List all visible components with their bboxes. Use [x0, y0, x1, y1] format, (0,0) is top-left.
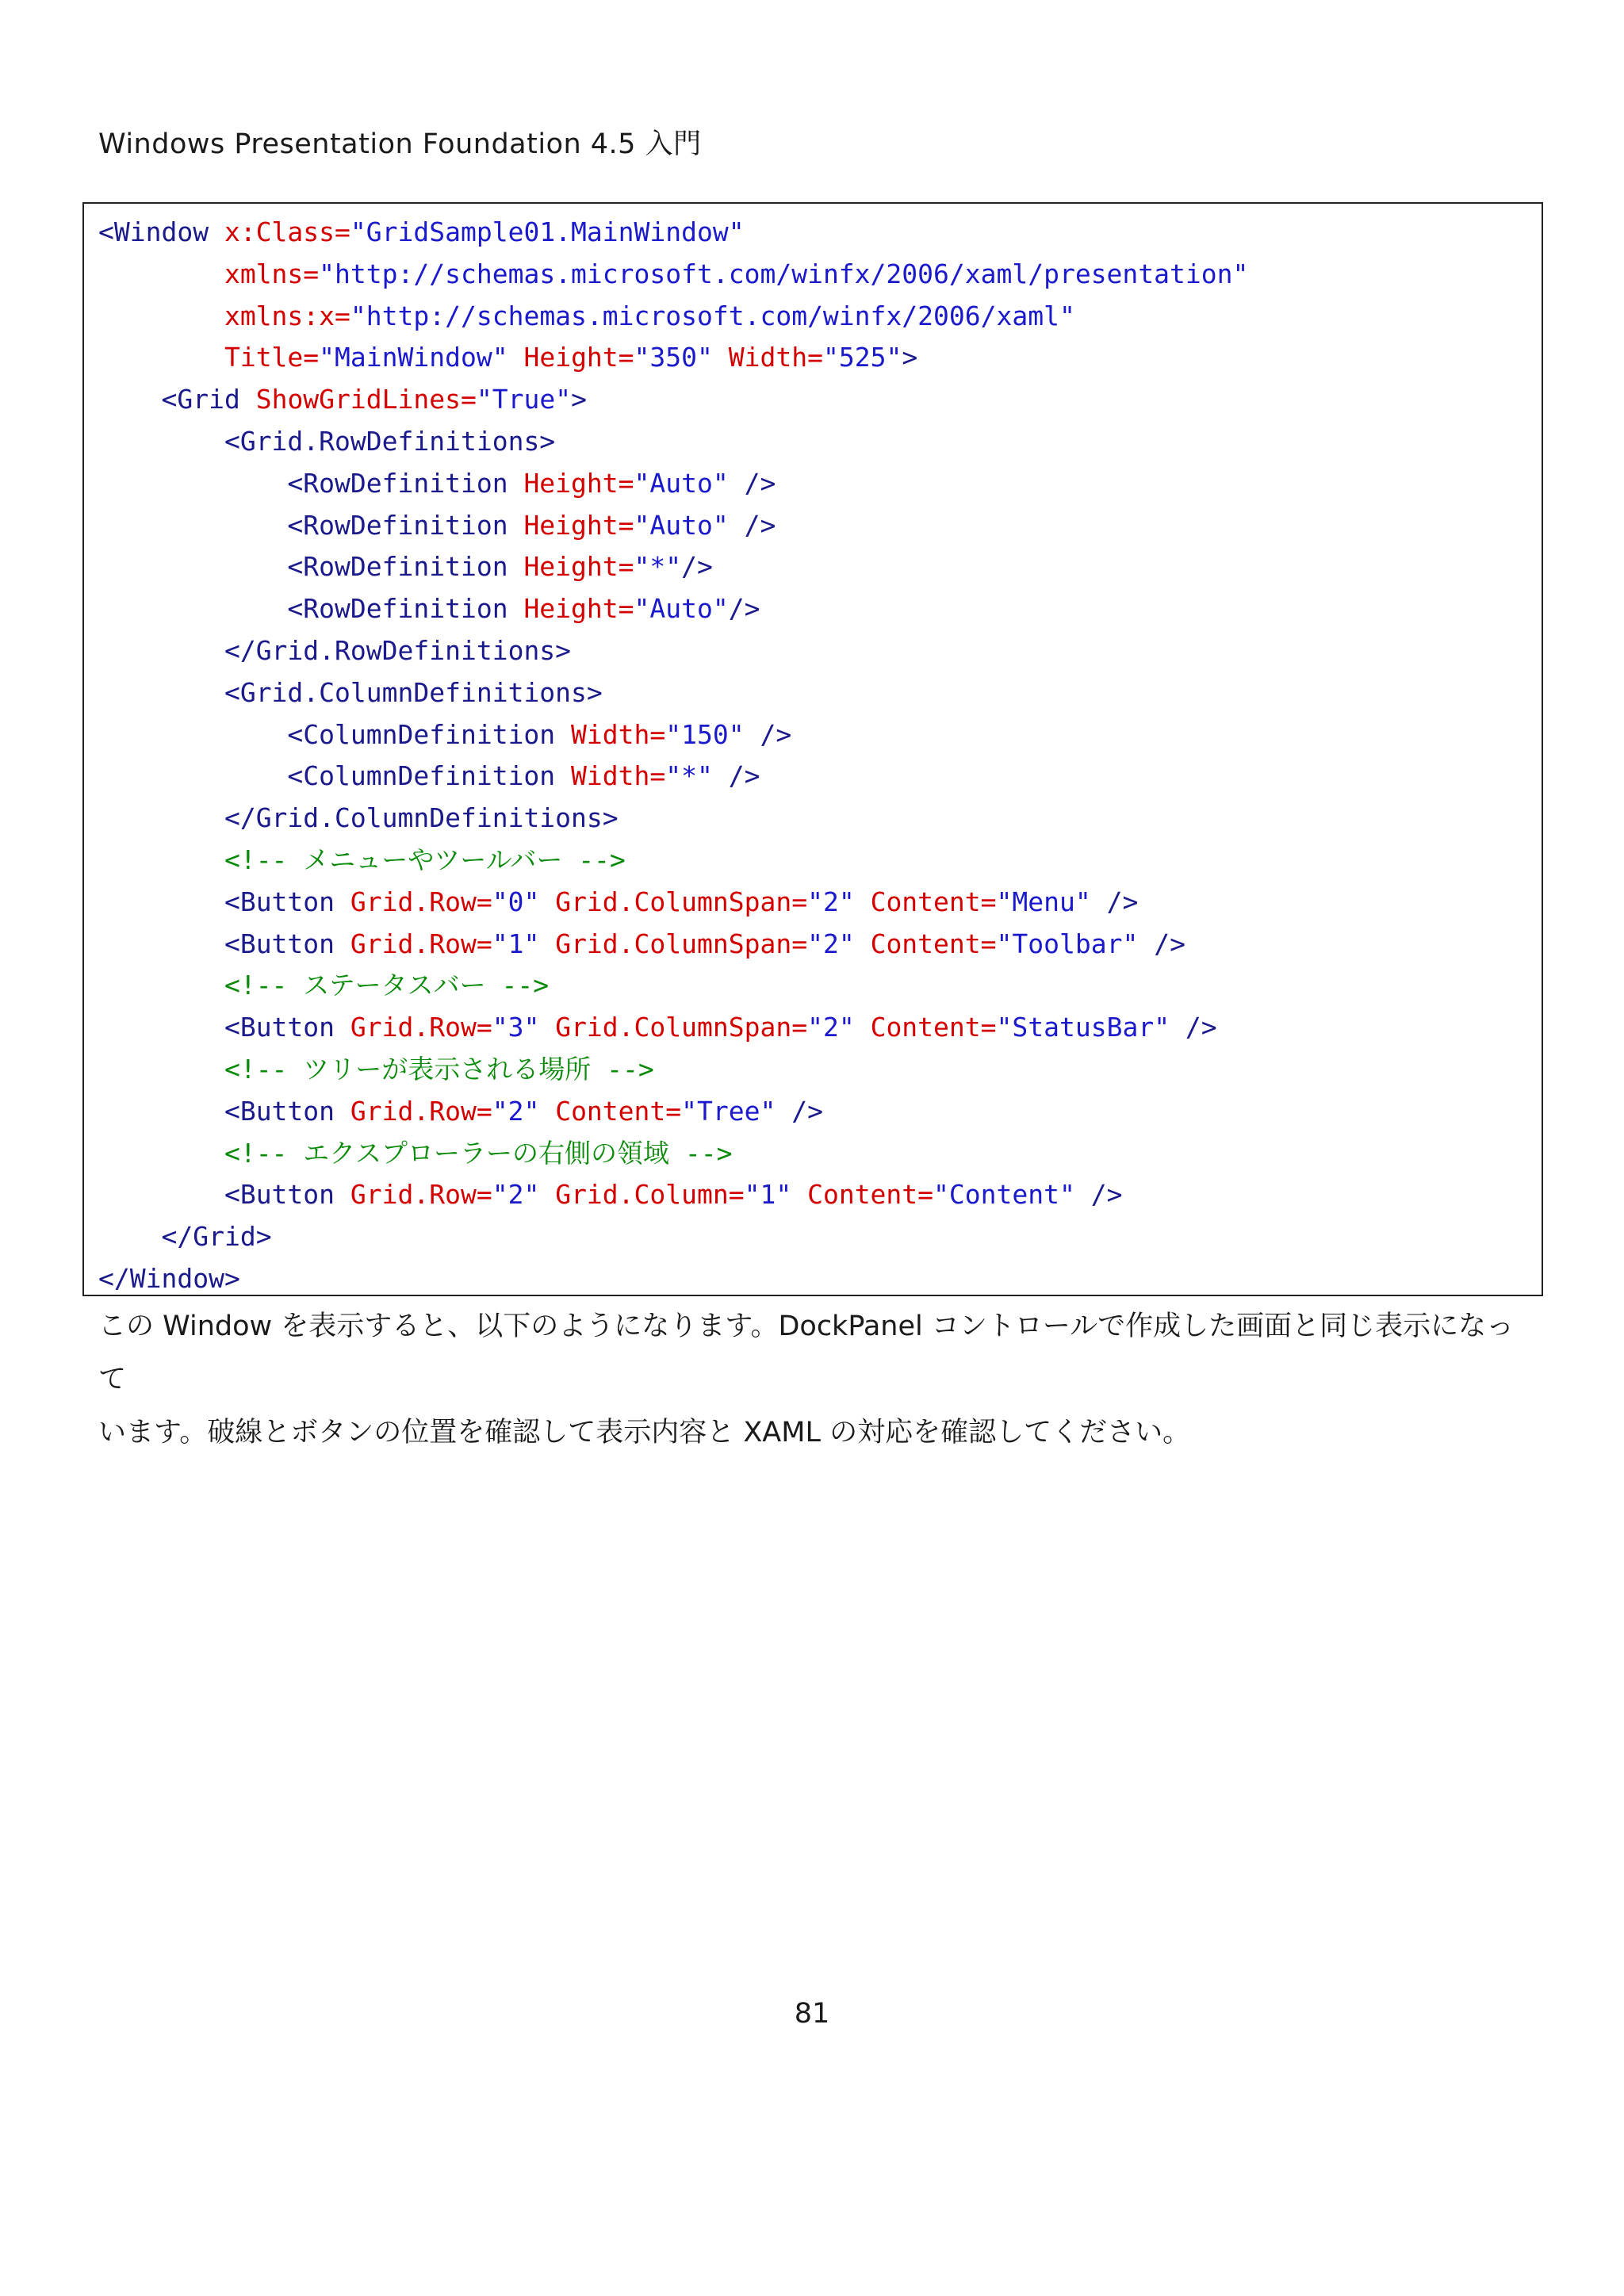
code-token: [98, 1054, 224, 1085]
code-token: [98, 258, 224, 289]
code-token: Grid.ColumnSpan=: [539, 1012, 808, 1043]
code-line: [98, 505, 1248, 547]
code-token: [98, 300, 224, 331]
code-token: "Toolbar": [996, 928, 1139, 959]
code-token: />: [728, 593, 760, 625]
code-token: <Button: [224, 1179, 350, 1211]
code-token: [98, 760, 287, 791]
code-line: [98, 1133, 1248, 1175]
code-token: [98, 635, 224, 666]
code-token: Width=: [712, 342, 823, 373]
code-token: [98, 719, 287, 750]
code-token: <!-- エクスプローラーの右側の領域 -->: [224, 1137, 733, 1169]
code-token: <Grid.ColumnDefinitions>: [224, 676, 603, 708]
code-line: [98, 1007, 1248, 1049]
code-token: [98, 426, 224, 457]
code-token: </Grid>: [161, 1221, 272, 1253]
code-token: </Window>: [98, 1262, 240, 1294]
xaml-code: [98, 212, 1248, 1300]
code-token: <ColumnDefinition: [287, 718, 572, 750]
code-token: [98, 384, 161, 415]
code-token: <!-- ツリーが表示される場所 -->: [224, 1053, 654, 1085]
code-token: "3": [492, 1012, 540, 1043]
code-token: "MainWindow": [319, 342, 508, 373]
code-token: Width=: [571, 760, 666, 792]
code-token: "0": [492, 886, 540, 917]
code-token: xmlns=: [224, 258, 320, 289]
code-token: "http://schemas.microsoft.com/winfx/2006/xaml": [350, 300, 1075, 331]
code-token: <Button: [224, 886, 350, 917]
code-token: Title=: [224, 342, 320, 373]
code-token: Content=: [854, 928, 997, 959]
code-token: Height=: [508, 342, 634, 373]
code-token: "True": [476, 384, 572, 415]
code-token: </Grid.ColumnDefinitions>: [224, 802, 619, 834]
code-token: Grid.Row=: [350, 1095, 492, 1127]
code-token: ShowGridLines=: [255, 384, 477, 415]
code-token: <RowDefinition: [287, 509, 524, 541]
code-token: <Button: [224, 1095, 350, 1127]
code-token: Content=: [791, 1179, 934, 1211]
code-token: Grid.Column=: [539, 1179, 745, 1211]
code-token: [98, 1012, 224, 1043]
code-token: Content=: [539, 1095, 682, 1127]
code-token: "2": [807, 928, 855, 959]
code-token: x:Class=: [224, 216, 350, 247]
code-token: <RowDefinition: [287, 467, 524, 499]
code-token: [98, 468, 287, 499]
code-token: Height=: [523, 551, 634, 583]
code-token: />: [1090, 886, 1139, 917]
code-token: [98, 970, 224, 1001]
code-token: [98, 551, 287, 582]
body-paragraph: [98, 1300, 1526, 1460]
code-line: [98, 463, 1248, 505]
code-line: [98, 924, 1248, 966]
code-token: >: [571, 384, 587, 415]
code-token: [98, 1138, 224, 1169]
code-token: <!-- ステータスバー -->: [224, 970, 550, 1001]
code-token: Width=: [571, 718, 666, 750]
code-line: [98, 421, 1248, 463]
code-line: [98, 965, 1248, 1007]
code-token: Content=: [854, 886, 997, 917]
code-token: "Content": [933, 1179, 1075, 1211]
code-token: "2": [492, 1179, 540, 1211]
code-token: <Button: [224, 928, 350, 959]
code-token: "StatusBar": [996, 1012, 1170, 1043]
code-token: [98, 1096, 224, 1127]
code-token: [98, 928, 224, 959]
code-token: "350": [634, 342, 713, 373]
code-line: [98, 296, 1248, 338]
code-line: [98, 1174, 1248, 1216]
code-token: Grid.Row=: [350, 886, 492, 917]
code-token: />: [728, 509, 776, 541]
code-line: [98, 254, 1248, 296]
code-token: "1": [492, 928, 540, 959]
running-header: Windows Presentation Foundation 4.5 入門: [98, 128, 702, 160]
code-token: Height=: [523, 509, 634, 541]
page-number: 81: [794, 1998, 830, 2030]
paragraph-line: この Window を表示すると、以下のようになります。DockPanel コントロールで作成した画面と同じ表示になって: [98, 1311, 1515, 1395]
code-line: [98, 840, 1248, 882]
code-line: [98, 672, 1248, 714]
code-line: [98, 756, 1248, 798]
code-token: "Menu": [996, 886, 1091, 917]
code-token: Grid.ColumnSpan=: [539, 928, 808, 959]
code-line: [98, 546, 1248, 588]
code-token: [98, 802, 224, 833]
paragraph-line: います。破線とボタンの位置を確認して表示内容と XAML の対応を確認してください。: [98, 1417, 1191, 1448]
code-token: Grid.Row=: [350, 1012, 492, 1043]
code-token: [98, 593, 287, 624]
code-line: [98, 1091, 1248, 1133]
code-token: "150": [665, 718, 745, 750]
code-line: [98, 882, 1248, 924]
code-line: [98, 1049, 1248, 1091]
code-token: "2": [492, 1095, 540, 1127]
code-token: Content=: [854, 1012, 997, 1043]
code-token: "525": [822, 342, 902, 373]
code-token: "Auto": [634, 509, 729, 541]
code-token: "Auto": [634, 593, 729, 625]
code-token: Height=: [523, 467, 634, 499]
code-token: />: [1074, 1179, 1123, 1211]
code-token: [98, 677, 224, 708]
code-line: [98, 1216, 1248, 1258]
code-token: <Grid: [161, 384, 256, 415]
code-token: [98, 1221, 161, 1252]
code-token: <Window: [98, 216, 224, 247]
code-line: [98, 630, 1248, 672]
code-token: Grid.Row=: [350, 928, 492, 959]
code-token: <RowDefinition: [287, 593, 524, 625]
code-token: "Auto": [634, 467, 729, 499]
code-token: "http://schemas.microsoft.com/winfx/2006/xaml/presentation": [319, 258, 1249, 289]
code-token: />: [1170, 1012, 1217, 1043]
code-token: "Tree": [681, 1095, 776, 1127]
code-token: [98, 886, 224, 917]
code-token: [98, 510, 287, 541]
code-token: />: [1138, 928, 1185, 959]
code-token: />: [776, 1095, 823, 1127]
code-token: </Grid.RowDefinitions>: [224, 634, 572, 666]
code-line: [98, 588, 1248, 630]
code-line: [98, 379, 1248, 421]
code-token: />: [681, 551, 713, 583]
code-token: "1": [744, 1179, 792, 1211]
code-token: "*": [634, 551, 682, 583]
code-token: >: [902, 342, 918, 373]
code-line: [98, 714, 1248, 756]
code-token: />: [712, 760, 760, 792]
code-token: <ColumnDefinition: [287, 760, 572, 792]
code-line: [98, 1258, 1248, 1300]
code-token: [98, 844, 224, 875]
code-token: Grid.Row=: [350, 1179, 492, 1211]
code-token: Grid.ColumnSpan=: [539, 886, 808, 917]
code-token: [98, 342, 224, 373]
code-line: [98, 337, 1248, 379]
code-token: />: [728, 467, 776, 499]
code-line: [98, 798, 1248, 840]
code-token: <RowDefinition: [287, 551, 524, 583]
code-token: [98, 1179, 224, 1210]
code-token: "*": [665, 760, 713, 792]
code-token: <!-- メニューやツールバー -->: [224, 844, 626, 875]
code-token: "GridSample01.MainWindow": [350, 216, 745, 247]
code-line: [98, 212, 1248, 254]
code-token: <Button: [224, 1012, 350, 1043]
code-token: xmlns:x=: [224, 300, 350, 331]
code-listing-box: [82, 202, 1543, 1296]
code-token: "2": [807, 1012, 855, 1043]
code-token: Height=: [523, 593, 634, 625]
code-token: <Grid.RowDefinitions>: [224, 425, 556, 457]
code-token: />: [744, 718, 792, 750]
code-token: "2": [807, 886, 855, 917]
